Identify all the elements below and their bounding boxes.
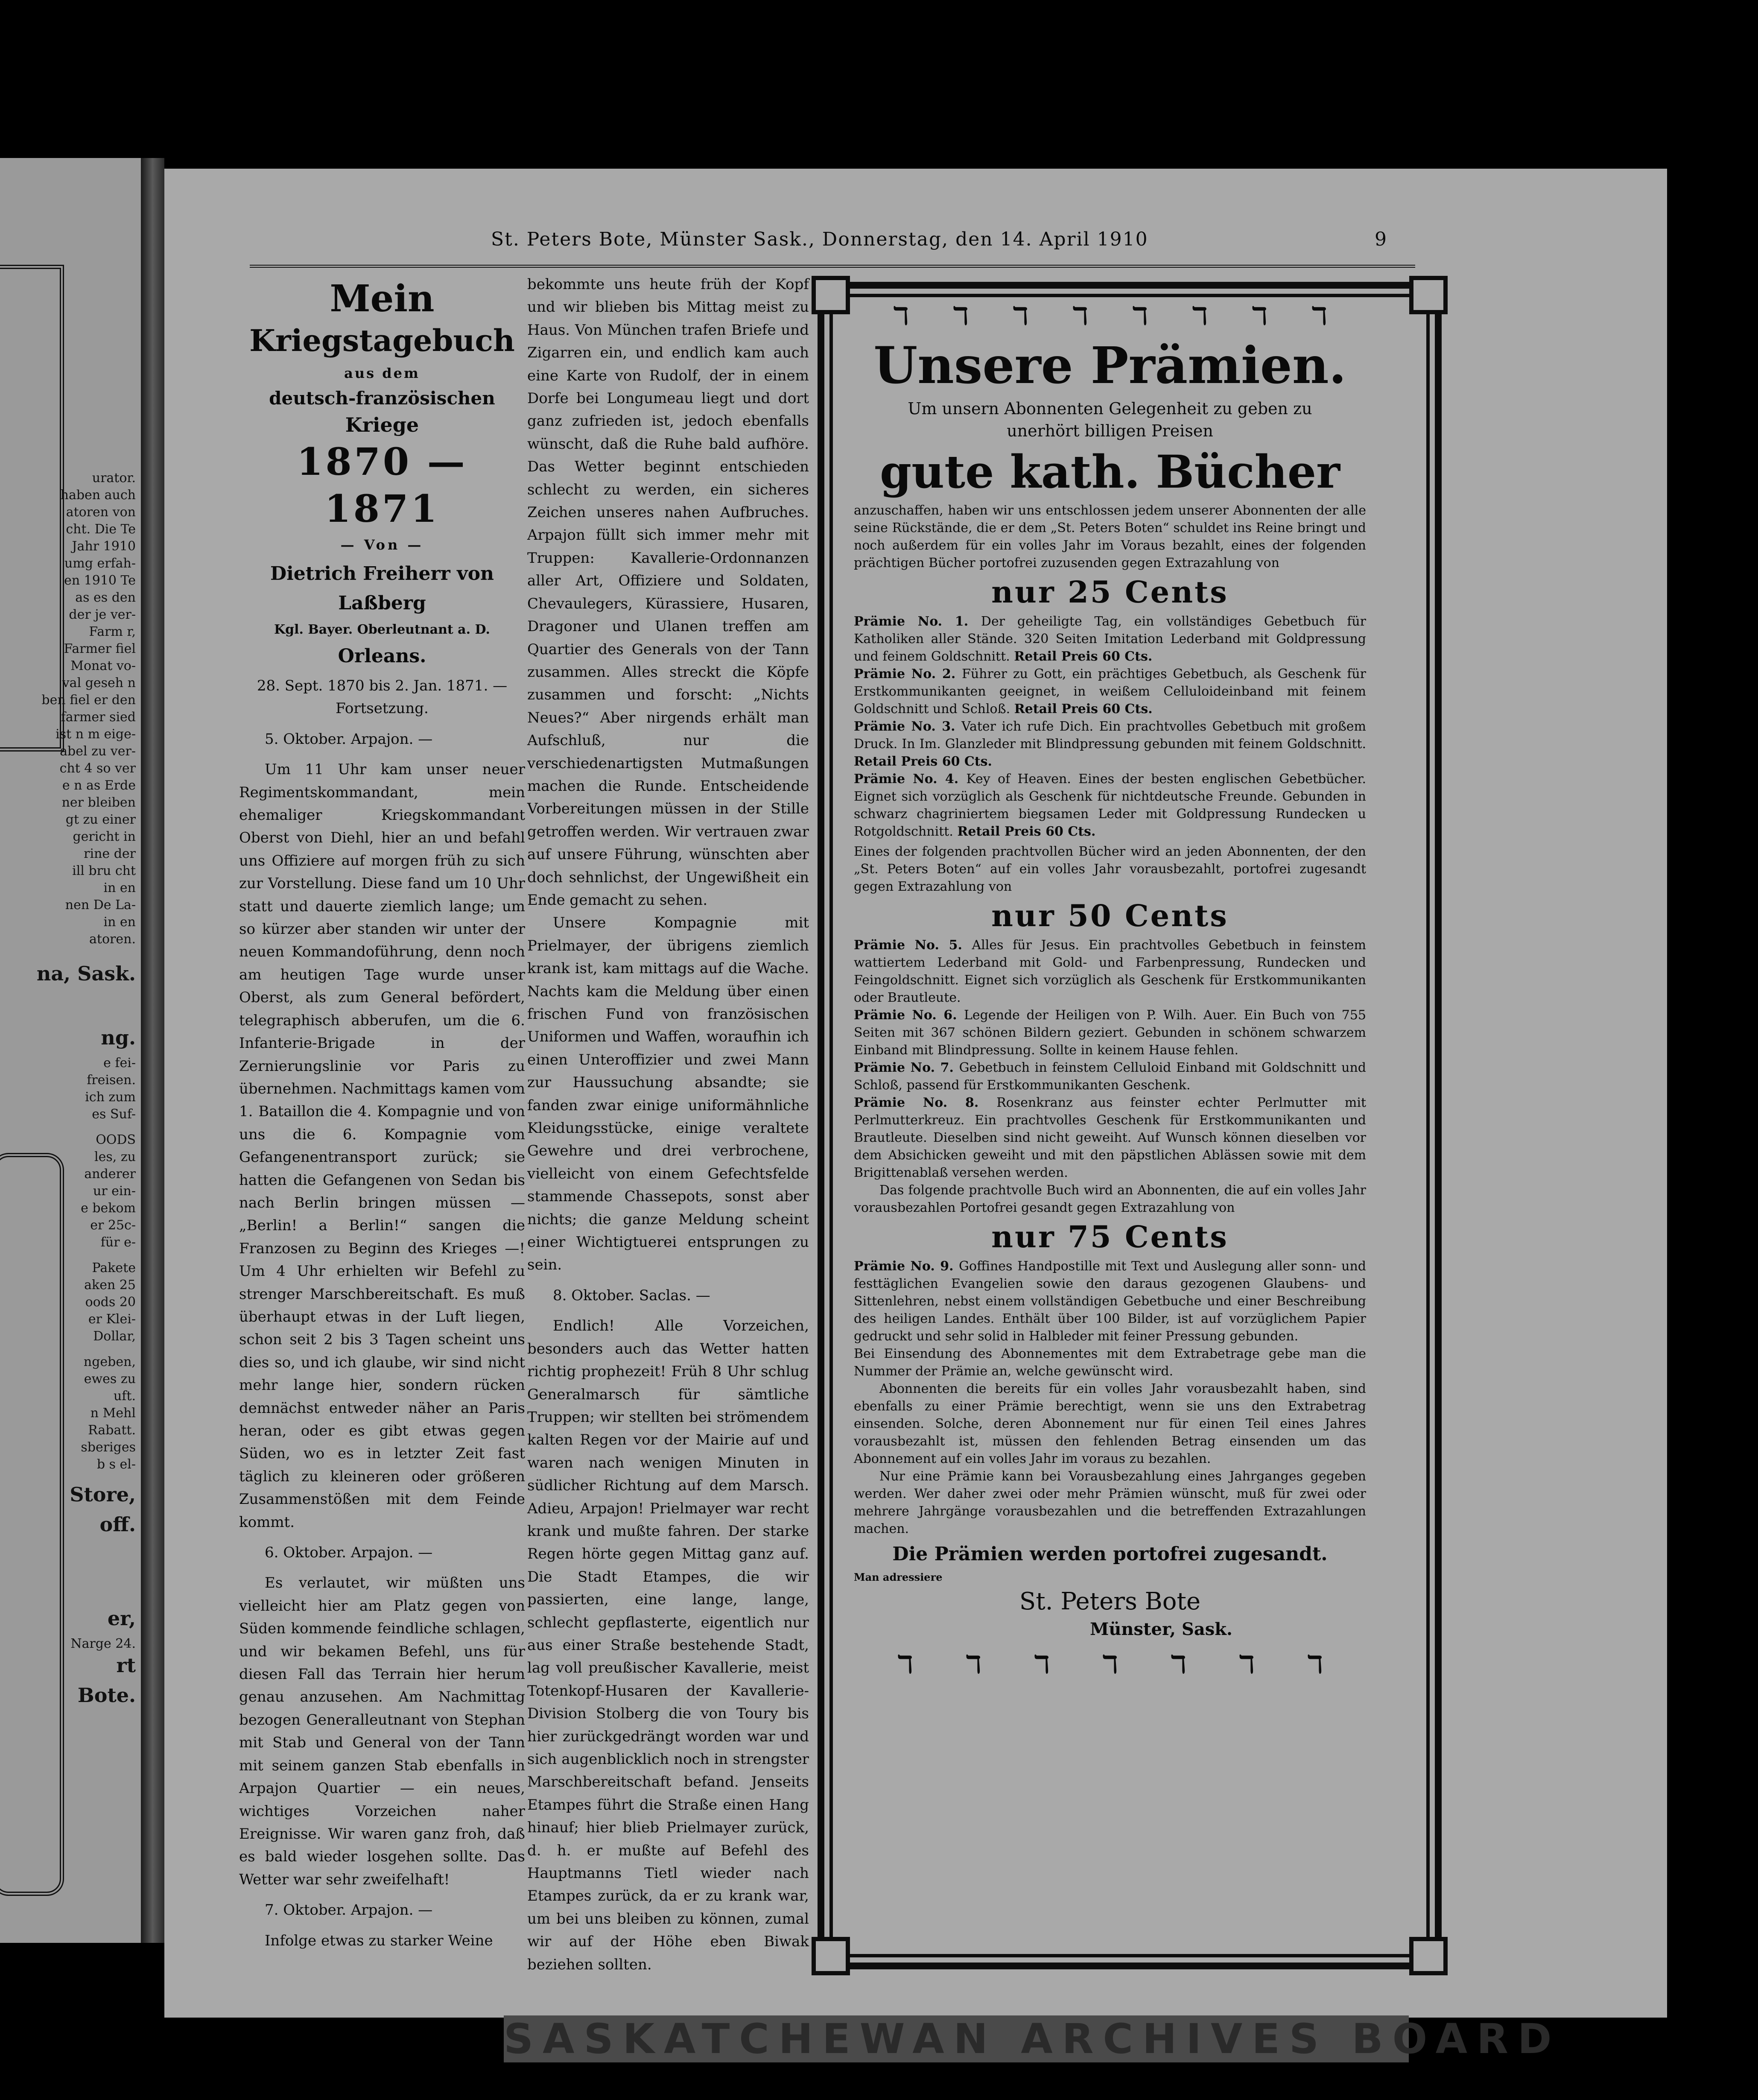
ornament-glyph: ℸ xyxy=(893,302,909,330)
premium-description: Alles für Jesus. Ein prachtvolles Gebetbuch in feinstem wattiertem Lederband mit Gold- und Farbenpressung, Rundecken und Feingoldschnitt. Eignet sich vorzüglich als Geschenk für Erstkommunikanten oder Brautleute. xyxy=(854,938,1366,1005)
article-continued: Fortsetzung. xyxy=(336,700,429,717)
left-page-text-fragment: Monat vo- xyxy=(70,658,136,673)
left-page-text-fragment: uft. xyxy=(113,1389,136,1404)
left-page-text-fragment: e n as Erde xyxy=(62,778,136,793)
retail-price: Retail Preis 60 Cts. xyxy=(854,754,992,769)
ad-transition: Das folgende prachtvolle Buch wird an Abonnenten, die auf ein volles Jahr vorausbezahlen Portofrei gesandt gegen Extrazahlung von xyxy=(854,1183,1366,1215)
frame-corner-ornament xyxy=(812,276,850,314)
left-page-text-fragment: haben auch xyxy=(60,488,136,503)
left-page-text-fragment: en 1910 Te xyxy=(64,573,136,588)
entry-text: Es verlautet, wir müßten uns vielleicht hier am Platz gegen von Süden kommende feindliche schlagen, und wir bekamen Befehl, uns für diesen Fall das Terrain hier herum genau anzusehen. Am Nachmittag bezogen Generalleutnant von Stephan mit Stab und General von der Tann mit seinem ganzen Stab ebenfalls in Arpajon Quartier — ein neues, wichtiges Vorzeichen naher Ereignisse. Wir waren ganz froh, daß es bald wieder losgehen sollte. Das Wetter war sehr zweifelhaft! xyxy=(239,1574,525,1888)
ad-transition: Eines der folgenden prachtvollen Bücher wird an jeden Abonnenten, der den „St. Peters Boten“ auf ein volles Jahr vorausbezahlt, portofrei zugesandt gegen Extrazahlung von xyxy=(854,844,1366,894)
left-page-text-fragment: ngeben, xyxy=(83,1354,136,1369)
frame-corner-ornament xyxy=(812,1937,850,1975)
header-rule xyxy=(250,265,1415,268)
left-page-text-fragment: Jahr 1910 xyxy=(72,539,136,554)
premium-description: Führer zu Gott, ein prächtiges Gebetbuch, als Geschenk für Erstkommunikanten geeignet, in weißem Celluloideinband mit feinem Goldschnitt und Schloß. xyxy=(854,667,1367,717)
left-page-text-fragment: ill bru cht xyxy=(72,863,136,878)
ornament-row xyxy=(854,1650,1366,1679)
article-byline-von: — Von — xyxy=(340,537,424,553)
left-page-text-fragment: na, Sask. xyxy=(36,962,136,985)
left-page-text-fragment: b s el- xyxy=(96,1457,136,1472)
left-page-text-fragment: farmer sied xyxy=(61,710,136,725)
article-title-ausdem: aus dem xyxy=(344,365,420,381)
premium-description: Der geheiligte Tag, ein vollständiges Gebetbuch für Katholiken aller Stände. 320 Seiten Imitation Lederband mit Goldpressung und feinem Goldschnitt. xyxy=(854,614,1367,664)
retail-price: Retail Preis 60 Cts. xyxy=(1014,702,1153,717)
premium-label: Prämie No. 2. xyxy=(854,667,962,681)
article-column-2 xyxy=(527,273,809,1976)
left-page-text-fragment: ur ein- xyxy=(93,1184,136,1199)
left-page-text-fragment: as es den xyxy=(75,590,136,605)
left-page-text-fragment: er 25c- xyxy=(90,1218,136,1233)
left-page-text-fragment: ist n m eige- xyxy=(55,727,136,742)
running-head: St. Peters Bote, Münster Sask., Donnerstag, den 14. April 1910 xyxy=(491,228,1148,250)
premium-list xyxy=(854,936,1366,1182)
premium-item xyxy=(854,1006,1366,1059)
entry-heading: 5. Oktober. Arpajon. — xyxy=(265,730,433,748)
left-page-text-fragment: cht 4 so ver xyxy=(59,761,136,776)
retail-price: Retail Preis 60 Cts. xyxy=(957,824,1096,839)
left-page-text-fragment: off. xyxy=(99,1513,136,1536)
premium-label: Prämie No. 7. xyxy=(854,1060,959,1075)
left-page-text-fragment: in en xyxy=(103,915,136,930)
article-author-rank: Kgl. Bayer. Oberleutnant a. D. xyxy=(274,622,490,637)
article-title-kriege: Kriege xyxy=(345,413,419,436)
premium-item xyxy=(854,1094,1366,1182)
left-page-text-fragment: urator. xyxy=(92,471,136,486)
ornament-glyph: ℸ xyxy=(1132,302,1148,330)
left-page-text-fragment: ner bleiben xyxy=(61,795,136,810)
premium-list xyxy=(854,1258,1366,1345)
left-page-text-fragment: rine der xyxy=(84,846,136,861)
left-page-text-fragment: ich zum xyxy=(85,1090,136,1105)
left-page-text-fragment: sberiges xyxy=(81,1440,136,1455)
premium-label: Prämie No. 6. xyxy=(854,1008,964,1023)
ad-note: Bei Einsendung des Abonnementes mit dem Extrabetrage gebe man die Nummer der Prämie an, welche gewünscht wird. xyxy=(854,1346,1366,1379)
article-title-krieg: deutsch-französischen xyxy=(269,388,495,409)
left-page-text-fragment: gericht in xyxy=(73,829,136,844)
premium-description: Gebetbuch in feinstem Celluloid Einband mit Goldschnitt und Schloß, passend für Erstkommunikanten Geschenk. xyxy=(854,1060,1366,1093)
left-page-text-fragment: e bekom xyxy=(81,1201,136,1216)
ornament-glyph: ℸ xyxy=(1034,1650,1050,1679)
left-page-text-fragment: Dollar, xyxy=(93,1329,136,1344)
article-title-mein: Mein xyxy=(330,277,435,320)
left-page-text-fragment: freisen. xyxy=(87,1073,136,1088)
article-column-1 xyxy=(239,273,525,1952)
retail-price: Retail Preis 60 Cts. xyxy=(1014,649,1153,664)
entry-text: Unsere Kompagnie mit Prielmayer, der übrigens ziemlich krank ist, kam mittags auf die Wache. Nachts kam die Meldung über einen frischen Fund von französischen Uniformen und Waffen, woraufhin ich einen Unteroffizier und zwei Mann zur Haussuchung absandte; sie fanden zwar einige uniformähnliche Kleidungsstücke, einige veraltete Gewehre und drei verbrochene, vielleicht von einem Gefechtsfelde stammende Chassepots, sonst aber nichts; die ganze Meldung scheint einer Wichtigtuerei entsprungen zu sein. xyxy=(527,914,809,1274)
publisher-place: Münster, Sask. xyxy=(1090,1619,1232,1639)
price-tier: nur 50 Cents xyxy=(991,898,1229,933)
entry-heading: 8. Oktober. Saclas. — xyxy=(553,1287,710,1304)
left-page-text-fragment: oods 20 xyxy=(85,1295,136,1310)
premium-label: Prämie No. 1. xyxy=(854,614,981,629)
entry-text: Endlich! Alle Vorzeichen, besonders auch das Wetter hatten richtig prophezeit! Früh 8 Uhr schlug Generalmarsch für sämtliche Truppen; wir stellten bei strömendem kalten Regen vor der Mairie auf und waren nach wenigen Minuten in südlicher Richtung auf dem Marsch. Adieu, Arpajon! Prielmayer war recht krank und mußte fahren. Der starke Regen hörte gegen Mittag ganz auf. Die Stadt Etampes, die wir passierten, eine lange, lange, schlecht gepflasterte, eigentlich nur aus einer Straße bestehende Stadt, lag voll preußischer Kavallerie, meist Totenkopf-Husaren der Kavallerie-Division Stolberg die von Toury bis hier zurückgedrängt worden war und sich augenblicklich noch in strengster Marschbereitschaft befand. Jenseits Etampes führt die Straße einen Hang hinauf; hier blieb Prielmayer zurück, d. h. er mußte auf Befehl des Hauptmanns Tietl wieder nach Etampes zurück, da er zu krank war, um bei uns bleiben zu können, zumal wir auf der Höhe eben Biwak beziehen sollten. xyxy=(527,1317,809,1973)
entry-text: Um 11 Uhr kam unser neuer Regimentskommandant, mein ehemaliger Kriegskommandant Oberst von Diehl, hier an und befahl uns Offiziere auf morgen früh zu sich zur Vorstellung. Diese fand um 10 Uhr statt und dauerte ziemlich lange; um so kürzer aber standen wir unter der neuen Kommandoführung, denn noch am heutigen Tage wurde unser Oberst, als zum General befördert, telegraphisch abberufen, um die 6. Infanterie-Brigade in der Zernierungslinie vor Paris zu übernehmen. Nachmittags kamen vom 1. Bataillon die 4. Kompagnie und von uns die 6. Kompagnie vom Gefangenentransport zurück; sie hatten die Gefangenen von Sedan bis nach Berlin bringen müssen — „Berlin! a Berlin!“ sangen die Franzosen zu Beginn des Krieges —! Um 4 Uhr erhielten wir Befehl zu strenger Marschbereitschaft. Es muß überhaupt etwas in der Luft liegen, schon seit 2 bis 3 Tagen scheint uns dies so, und ich glaube, wir sind nicht mehr lange hier, sondern rücken demnächst entweder näher an Paris heran, oder es gibt etwas gegen Süden, wo es in letzter Zeit fast täglich zu kleineren oder größeren Zusammenstößen mit dem Feinde kommt. xyxy=(239,761,525,1531)
left-page-text-fragment: er, xyxy=(107,1607,136,1630)
left-page-text-fragment: e fei- xyxy=(103,1056,136,1070)
entry-heading: 7. Oktober. Arpajon. — xyxy=(265,1901,433,1919)
ad-intro: anzuschaffen, haben wir uns entschlossen jedem unserer Abonnenten der alle seine Rückstände, die er dem „St. Peters Boten“ schuldet ins Reine bringt und noch außerdem für ein volles Jahr im Voraus bezahlt, eines der folgenden prächtigen Bücher portofrei zuzusenden gegen Extrazahlung von xyxy=(854,503,1366,570)
ad-closing: Die Prämien werden portofrei zugesandt. xyxy=(892,1543,1328,1565)
ornament-glyph: ℸ xyxy=(897,1650,913,1679)
premium-label: Prämie No. 8. xyxy=(854,1095,997,1110)
left-page-text-fragment: abel zu ver- xyxy=(60,744,136,759)
ad-subtitle: Um unsern Abonnenten Gelegenheit zu geben zu unerhört billigen Preisen xyxy=(908,399,1312,440)
entry-text: Infolge etwas zu starker Weine xyxy=(265,1932,493,1949)
article-title-kriegstagebuch: Kriegstagebuch xyxy=(249,323,515,358)
entry-text: bekommte uns heute früh der Kopf und wir blieben bis Mittag meist zu Haus. Von München trafen Briefe und Zigarren ein, und endlich kam auch eine Karte von Rudolf, der in einem Dorfe bei Longumeau liegt und dort ganz zufrieden ist, jedoch ebenfalls wünscht, daß die Ruhe bald aufhöre. Das Wetter beginnt entschieden schlecht zu werden, ein sicheres Zeichen unseres nahen Aufbruches. Arpajon füllt sich immer mehr mit Truppen: Kavallerie-Ordonnanzen aller Art, Offiziere und Soldaten, Chevaulegers, Kürassiere, Husaren, Dragoner und Ulanen treffen am Quartier des Generals von der Tann zusammen. Alles streckt die Köpfe zusammen und forscht: „Nichts Neues?“ Aber nirgends erhält man Aufschluß, nur die verschiedenartigsten Mutmaßungen machen die Runde. Entscheidende Vorbereitungen müssen in der Stille getroffen werden. Wir vertrauen zwar auf unsere Führung, wünschten aber doch sehnlichst, der Ungewißheit ein Ende gemacht zu sehen. xyxy=(527,276,809,909)
ornament-glyph: ℸ xyxy=(1238,1650,1255,1679)
premium-item xyxy=(854,770,1366,840)
frame-corner-ornament xyxy=(1409,276,1448,314)
publisher-name: St. Peters Bote xyxy=(1019,1588,1201,1615)
ad-headline: gute kath. Bücher xyxy=(879,445,1340,498)
premium-label: Prämie No. 4. xyxy=(854,772,967,787)
left-page-text-fragment: in en xyxy=(103,880,136,895)
premium-list xyxy=(854,613,1366,840)
left-page-text-fragment: OODS xyxy=(96,1132,136,1147)
left-page-text-fragment: Pakete xyxy=(92,1261,136,1275)
left-page-text-fragment: Farm r, xyxy=(89,624,136,639)
premium-description: Key of Heaven. Eines der besten englischen Gebetbücher. Eignet sich vorzüglich als Geschenk für nichtdeutsche Freunde. Gebunden in schwarz chagriniertem biegsamen Leder mit Goldpressung Rundecken u Rotgoldschnitt. xyxy=(854,772,1366,839)
premium-label: Prämie No. 5. xyxy=(854,938,972,953)
ad-note: Nur eine Prämie kann bei Vorausbezahlung eines Jahrganges gegeben werden. Wer daher zwei oder mehr Prämien wünscht, muß für zwei oder mehrere Jahrgänge vorausbezahlen und die betreffenden Extrazahlungen machen. xyxy=(854,1469,1366,1536)
left-page-text-fragment: Narge 24. xyxy=(70,1636,136,1651)
left-page-text-fragment: aken 25 xyxy=(84,1278,136,1293)
ornament-glyph: ℸ xyxy=(1072,302,1088,330)
left-page-text-fragment: für e- xyxy=(100,1235,136,1250)
premium-item xyxy=(854,1258,1366,1345)
left-page-text-fragment: val geseh n xyxy=(62,676,136,690)
article-author: Dietrich Freiherr von xyxy=(270,563,494,585)
ornament-glyph: ℸ xyxy=(1102,1650,1118,1679)
ornament-glyph: ℸ xyxy=(952,302,969,330)
left-page-text-fragment: ben fiel er den xyxy=(41,693,136,708)
premium-item xyxy=(854,665,1366,718)
ornament-glyph: ℸ xyxy=(965,1650,981,1679)
article-title-years: 1870 — 1871 xyxy=(297,439,467,531)
article-location: Orleans. xyxy=(338,645,426,667)
left-page-text-fragment: Bote. xyxy=(77,1684,136,1707)
archive-watermark: SASKATCHEWAN ARCHIVES BOARD xyxy=(504,2015,1561,2063)
left-page-text-fragment: es Suf- xyxy=(92,1107,136,1122)
left-page-text-fragment: umg erfah- xyxy=(64,556,136,571)
premium-item xyxy=(854,613,1366,665)
premium-description: Legende der Heiligen von P. Wilh. Auer. Ein Buch von 755 Seiten mit 367 schönen Bildern geziert. Gebunden in schönem schwarzem Einband mit Blindpressung. Sollte in keinem Hause fehlen. xyxy=(854,1008,1366,1058)
left-page-text-fragment: anderer xyxy=(84,1167,136,1182)
left-page-text-fragment: atoren. xyxy=(89,932,136,947)
ornament-glyph: ℸ xyxy=(1170,1650,1186,1679)
left-page-fragment xyxy=(0,158,141,1943)
ornament-row xyxy=(854,302,1366,330)
ornament-glyph: ℸ xyxy=(1251,302,1267,330)
left-page-text-fragment: Farmer fiel xyxy=(64,641,136,656)
left-page-text-fragment: rt xyxy=(116,1654,136,1677)
frame-corner-ornament xyxy=(1409,1937,1448,1975)
book-gutter xyxy=(141,158,164,1943)
left-page-text-fragment: gt zu einer xyxy=(65,812,136,827)
left-page-frame xyxy=(0,1153,64,1896)
left-page-text-fragment: ng. xyxy=(101,1026,136,1049)
left-page-text-fragment: nen De La- xyxy=(65,898,136,913)
premium-advertisement xyxy=(854,302,1367,1679)
left-page-text-fragment: Store, xyxy=(70,1483,136,1506)
premium-description: Goffines Handpostille mit Text und Auslegung aller sonn- und festtäglichen Evangelien sowie den daraus gezogenen Glaubens- und Sittenlehren, nebst einem vollständigen Gebetbuche und einer Beschreibung des heiligen Landes. Enthält über 100 Bilder, ist auf vorzüglichem Papier gedruckt und sehr solid in Halbleder mit feiner Pressung gebunden. xyxy=(854,1259,1366,1344)
left-page-text-fragment: er Klei- xyxy=(88,1312,136,1327)
premium-item xyxy=(854,1059,1366,1094)
ad-title: Unsere Prämien. xyxy=(873,336,1346,395)
ornament-glyph: ℸ xyxy=(1311,302,1327,330)
ornament-glyph: ℸ xyxy=(1191,302,1208,330)
page-number: 9 xyxy=(1375,228,1387,250)
address-label: Man adressiere xyxy=(854,1571,943,1583)
left-page-text-fragment: les, zu xyxy=(94,1149,136,1164)
left-page-text-fragment: cht. Die Te xyxy=(66,522,136,537)
price-tier: nur 75 Cents xyxy=(991,1219,1229,1255)
left-page-frame xyxy=(0,265,64,752)
left-page-text-fragment: der je ver- xyxy=(69,607,136,622)
premium-label: Prämie No. 3. xyxy=(854,719,962,734)
left-page-text-fragment: n Mehl xyxy=(90,1406,136,1421)
ornament-glyph: ℸ xyxy=(1012,302,1028,330)
left-page-text-fragment: ewes zu xyxy=(84,1372,136,1386)
left-page-text-fragment: Rabatt. xyxy=(88,1423,136,1438)
price-tier: nur 25 Cents xyxy=(991,574,1229,610)
left-page-text-fragment: atoren von xyxy=(66,505,136,520)
premium-description: Vater ich rufe Dich. Ein prachtvolles Gebetbuch mit großem Druck. In Im. Glanzleder mit Blindpressung gebunden mit feinem Goldschnitt. xyxy=(854,719,1366,752)
entry-heading: 6. Oktober. Arpajon. — xyxy=(265,1544,433,1562)
premium-item xyxy=(854,718,1366,770)
article-dateline: 28. Sept. 1870 bis 2. Jan. 1871. — xyxy=(257,677,508,694)
ad-note: Abonnenten die bereits für ein volles Jahr vorausbezahlt haben, sind ebenfalls zu einer Prämie berechtigt, wenn sie uns den Extrabetrag einsenden. Solche, deren Abonnement nur für einen Teil eines Jahres vorausbezahlt ist, müssen den fehlenden Betrag einsenden um das Abonnement auf ein volles Jahr im voraus zu bezahlen. xyxy=(854,1381,1366,1466)
premium-description: Rosenkranz aus feinster echter Perlmutter mit Perlmutterkreuz. Ein prachtvolles Geschenk für Erstkommunikanten und Brautleute. Dieselben sind nicht geweiht. Auf Wunsch können dieselben vor dem Absichicken geweiht und mit den päpstlichen Ablässen sowie mit dem Brigittenablaß versehen werden. xyxy=(854,1095,1366,1180)
premium-item xyxy=(854,936,1366,1006)
ornament-glyph: ℸ xyxy=(1307,1650,1323,1679)
article-author-surname: Laßberg xyxy=(338,592,426,614)
premium-label: Prämie No. 9. xyxy=(854,1259,959,1274)
